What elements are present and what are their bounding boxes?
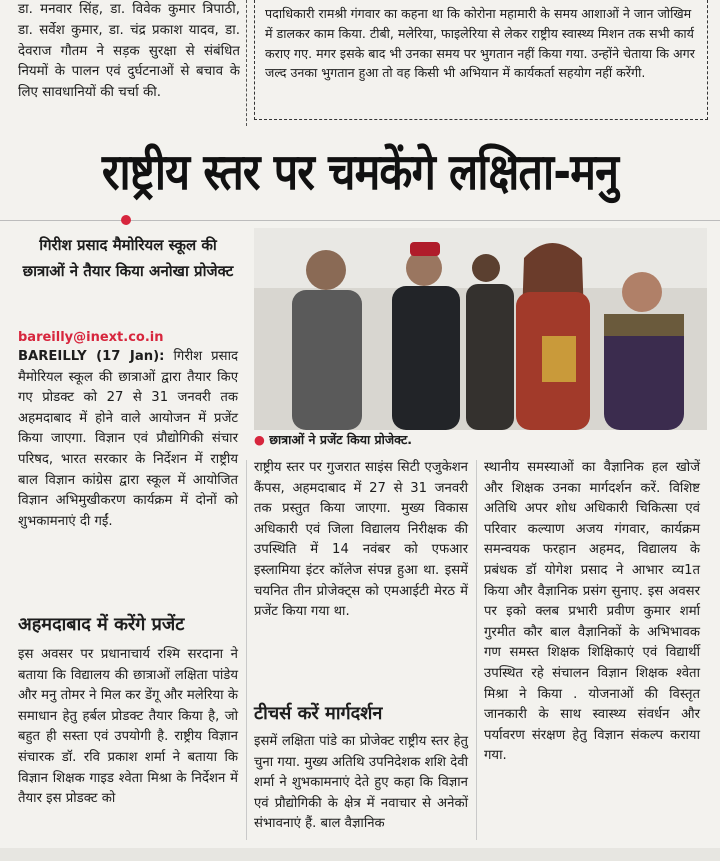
email-byline: bareilly@inext.co.in xyxy=(18,330,164,345)
caption-bullet: ● xyxy=(254,432,265,447)
column-separator-2 xyxy=(476,460,477,840)
column-3 xyxy=(484,458,700,767)
column-divider xyxy=(246,0,247,126)
photo-illustration xyxy=(254,228,707,430)
headline-rule xyxy=(0,220,720,221)
headline: राष्ट्रीय स्तर पर चमकेंगे लक्षिता-मनु xyxy=(101,143,619,201)
paragraph-3: राष्ट्रीय स्तर पर गुजरात साइंस सिटी एजुकेशन कैंपस, अहमदाबाद में 27 से 31 जनवरी तक प्रस्तुत किया जाएगा. मुख्य विकास अधिकारी एवं जिला विद्यालय निरीक्षक की उपस्थिति में 14 नवंबर को एफआर इस्लामिया इंटर कॉलेज संपन्न हुआ था. इसमें चयनित तीन प्रोजेक्ट्स को एमआईटी मेरठ में प्रजेंट किया गया था. xyxy=(254,460,468,620)
previous-article-right-box xyxy=(254,0,708,120)
section-heading-teachers: टीचर्स करें मार्गदर्शन xyxy=(254,703,383,724)
paragraph-1-text: गिरीश प्रसाद मैमोरियल स्कूल की छात्राओं द्वारा तैयार किए गए प्रोडक्ट को 27 से 31 जनवरी तक अहमदाबाद में होने वाले आयोजन में प्रजेंट किया जाएगा. विज्ञान एवं प्रौद्योगिकी संचार परिषद, भारत सरकार के निर्देशन में राष्ट्रीय बाल विज्ञान कांग्रेस द्वारा स्कूल में आयोजित विज्ञान अभिमुखीकरण कार्यक्रम में दोनों को शुभकामनाएं दी गईं. xyxy=(18,349,238,529)
news-photo xyxy=(254,228,707,430)
next-article-strip xyxy=(0,848,720,861)
column-separator-1 xyxy=(246,460,247,840)
column-2-top xyxy=(254,458,468,623)
column-1-top xyxy=(18,347,238,532)
photo-caption xyxy=(254,430,707,452)
previous-article-left-text: डा. मनवार सिंह, डा. विवेक कुमार त्रिपाठी, डा. सर्वेश कुमार, डा. चंद्र प्रकाश यादव, डा. देवराज गौतम ने सड़क सुरक्षा से संबंधित नियमों के पालन एवं दुर्घटनाओं से बचाव के लिए सावधानियों की चर्चा की. xyxy=(18,2,240,101)
paragraph-1 xyxy=(18,347,238,532)
paragraph-4: इसमें लक्षिता पांडे का प्रोजेक्ट राष्ट्रीय स्तर हेतु चुना गया. मुख्य अतिथि उपनिदेशक शशि देवी शर्मा ने शुभकामनाएं देते हुए कहा कि विज्ञान एवं प्रौद्योगिकी के क्षेत्र में नवाचार से अनेकों संभावनाएं हैं. बाल वैज्ञानिक xyxy=(254,734,468,832)
column-2-bottom xyxy=(254,702,468,835)
previous-article-right-text: पदाधिकारी रामश्री गंगवार का कहना था कि कोरोना महामारी के समय आशाओं ने जान जोखिम में डालकर काम किया. टीबी, मलेरिया, फाइलेरिया से लेकर राष्ट्रीय स्वास्थ्य मिशन तक सभी कार्य कराए गए. मगर इसके बाद भी उनका समय पर भुगतान नहीं किया गया. उन्होंने चेताया कि अगर जल्द उनका भुगतान हुआ तो वह किसी भी अभियान में कार्यकर्ता सहयोग नहीं करेंगी. xyxy=(265,6,695,81)
dateline: BAREILLY (17 Jan): xyxy=(18,349,165,364)
section-heading-ahmedabad: अहमदाबाद में करेंगे प्रजेंट xyxy=(18,614,185,635)
previous-article-left xyxy=(0,0,240,126)
subheadline: गिरीश प्रसाद मैमोरियल स्कूल की छात्राओं ने तैयार किया अनोखा प्रोजेक्ट xyxy=(22,236,234,280)
red-dot-marker xyxy=(121,215,131,225)
paragraph-2: इस अवसर पर प्रधानाचार्य रश्मि सरदाना ने बताया कि विद्यालय की छात्राओं लक्षिता पांडेय और मनु तोमर ने मिल कर डेंगू और मलेरिया के समाधान हेतु हर्बल प्रोडक्ट तैयार किया है, जो बहुत ही सस्ता एवं उपयोगी है. राष्ट्रीय विज्ञान संचारक डॉ. रवि प्रकाश शर्मा ने बताया कि विज्ञान शिक्षक गाइड श्वेता मिश्रा के निर्देशन में तैयार इस प्रोडक्ट को xyxy=(18,647,238,807)
photo-caption-text: छात्राओं ने प्रजेंट किया प्रोजेक्ट. xyxy=(269,432,413,447)
column-1-bottom xyxy=(18,613,238,810)
paragraph-5: स्थानीय समस्याओं का वैज्ञानिक हल खोजें और शिक्षक उनका मार्गदर्शन करें. विशिष्ट अतिथि अपर शोध अधिकारी चिकित्सा एवं परिवार कल्याण अजय गंगवार, कार्यक्रम समन्वयक फरहान अहमद, विद्यालय के प्रबंधक डॉ योगेश प्रसाद ने आभार व्य1त किया और वैज्ञानिक प्रसंग सुनाए. इस अवसर पर इको क्लब प्रभारी प्रवीण कुमार शर्मा गुरमीत कौर बाल वैज्ञानिकों के अभिभावक गण समस्त शिक्षक शिक्षिकाएं एवं विद्यार्थी उपस्थित रहे संचालन विज्ञान शिक्षक श्वेता मिश्रा ने किया . योजनाओं की विस्तृत जानकारी के साथ स्वास्थ्य संवर्धन और पर्यावरण संरक्षण हेतु विज्ञान संकल्प कराया गया. xyxy=(484,460,700,764)
